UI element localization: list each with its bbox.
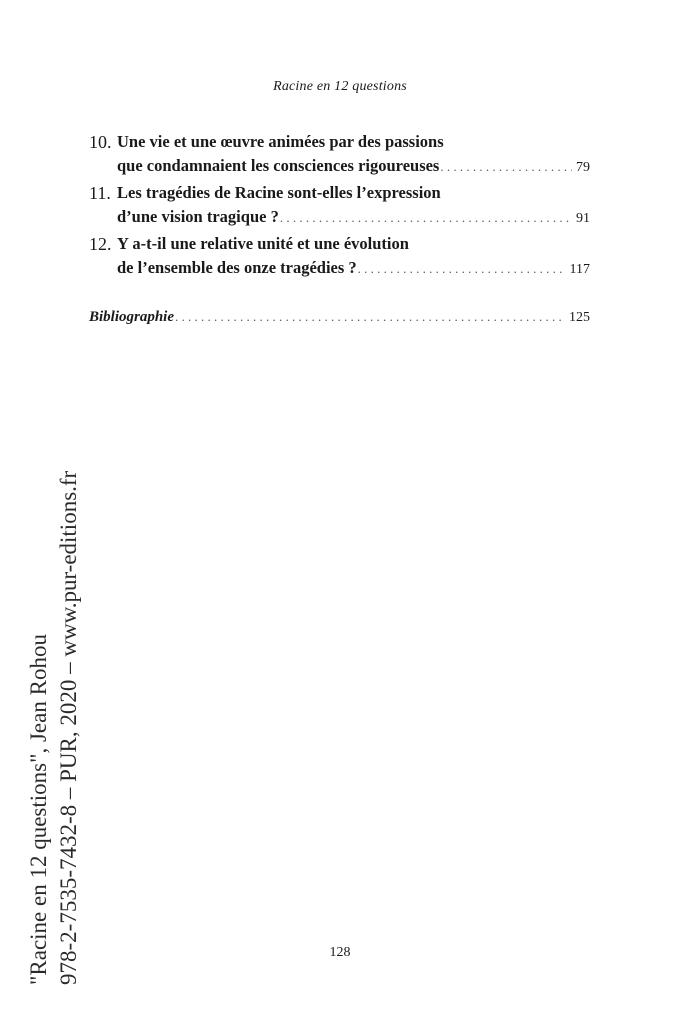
- toc-entry-page: 79: [576, 160, 590, 175]
- toc-entry-title-line2: [117, 154, 590, 180]
- toc-entry-title-line1: Y a-t-il une relative unité et une évolution: [117, 234, 409, 253]
- side-note-line1: "Racine en 12 questions", Jean Rohou: [26, 634, 51, 985]
- toc-entry-title-line2: [117, 205, 590, 231]
- toc-entry-10[interactable]: [89, 130, 590, 180]
- toc-entry-title-text: d’une vision tragique ?: [117, 207, 279, 226]
- toc-entry-number: 12.: [89, 234, 112, 254]
- toc-entry-11[interactable]: [89, 181, 590, 231]
- side-citation-note: [24, 471, 84, 985]
- bibliography-page: 125: [569, 310, 590, 325]
- toc-entry-title-line1: Les tragédies de Racine sont-elles l’expression: [117, 183, 441, 202]
- toc-entry-number: 11.: [89, 183, 111, 203]
- toc-entry-number: 10.: [89, 132, 112, 152]
- running-header: Racine en 12 questions: [273, 79, 407, 94]
- dot-leader: [280, 206, 572, 230]
- toc-entry-title-line2: [117, 256, 590, 282]
- page-number: 128: [329, 945, 351, 960]
- dot-leader: [358, 257, 566, 281]
- dot-leader: [175, 305, 565, 329]
- dot-leader: [440, 155, 572, 179]
- toc-entry-page: 91: [576, 211, 590, 226]
- toc-entry-bibliography[interactable]: [89, 305, 590, 330]
- toc-entry-12[interactable]: [89, 232, 590, 282]
- toc-entry-title-line1: Une vie et une œuvre animées par des passions: [117, 132, 444, 151]
- toc-entry-page: 117: [569, 262, 590, 277]
- table-of-contents: [89, 130, 590, 330]
- side-note-line2: 978-2-7535-7432-8 – PUR, 2020 – www.pur-editions.fr: [56, 470, 81, 985]
- toc-entry-title-text: de l’ensemble des onze tragédies ?: [117, 258, 357, 277]
- toc-entry-title-text: que condamnaient les consciences rigoureuses: [117, 156, 440, 175]
- bibliography-label: Bibliographie: [89, 309, 175, 325]
